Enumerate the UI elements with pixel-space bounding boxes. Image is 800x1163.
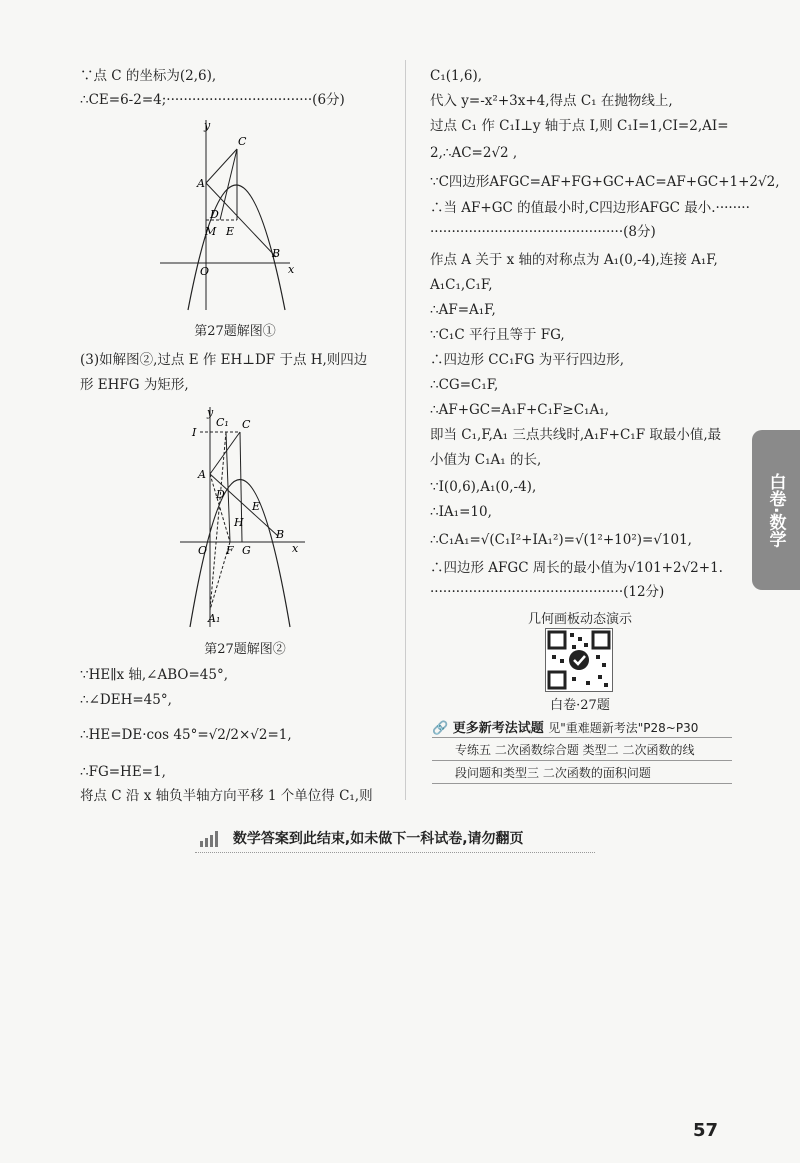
left-line: 形 EHFG 为矩形, — [80, 377, 189, 393]
right-line: ∵I(0,6),A₁(0,-4), — [430, 479, 537, 495]
fig1-label: M — [205, 225, 217, 238]
right-line: ·············································(8分) — [430, 224, 656, 240]
fig1-label: y — [204, 119, 211, 132]
fig2-label: D — [216, 488, 225, 501]
rule — [432, 737, 732, 738]
side-tab: 白卷·数学 — [752, 430, 800, 590]
page-number: 57 — [692, 1120, 718, 1141]
left-line: ∴∠DEH=45°, — [80, 692, 172, 708]
right-line: ∴四边形 AFGC 周长的最小值为√101+2√2+1. — [430, 560, 723, 576]
footer-text: 数学答案到此结束,如未做下一科试卷,请勿翻页 — [232, 831, 524, 847]
fig1-label: O — [200, 265, 210, 278]
fig2-label: x — [292, 542, 299, 555]
right-line: 代入 y=-x²+3x+4,得点 C₁ 在抛物线上, — [430, 93, 673, 109]
right-line: A₁C₁,C₁F, — [430, 277, 493, 293]
more-title — [432, 717, 698, 736]
fig1-label: C — [238, 135, 247, 148]
right-line: ∵C₁C 平行且等于 FG, — [430, 327, 565, 343]
fig2-label: C₁ — [216, 416, 229, 429]
figure-2-caption: 第27题解图② — [204, 642, 286, 657]
left-line: ∵点 C 的坐标为(2,6), — [80, 68, 217, 84]
left-line: (3)如解图②,过点 E 作 EH⊥DF 于点 H,则四边 — [80, 352, 368, 368]
right-line: ∴CG=C₁F, — [430, 377, 499, 393]
figure-1-parabola — [160, 115, 300, 315]
right-line: C₁(1,6), — [430, 68, 483, 84]
fig2-label: G — [242, 544, 251, 557]
left-line: ∵HE∥x 轴,∠ABO=45°, — [80, 667, 228, 683]
fig2-label: I — [192, 426, 197, 439]
qr-title: 几何画板动态演示 — [527, 612, 632, 627]
right-line: ∵C四边形AFGC=AF+FG+GC+AC=AF+GC+1+2√2, — [430, 174, 780, 190]
right-line: ∴IA₁=10, — [430, 504, 492, 520]
right-line: 即当 C₁,F,A₁ 三点共线时,A₁F+C₁F 取最小值,最 — [430, 427, 722, 443]
left-line: ∴FG=HE=1, — [80, 764, 166, 780]
fig1-label: D — [210, 208, 219, 221]
fig1-label: x — [288, 263, 295, 276]
fig2-label: A₁ — [208, 612, 221, 625]
right-line: ·············································(12分) — [430, 584, 665, 600]
more-line: 专练五 二次函数综合题 类型二 二次函数的线 — [455, 743, 695, 757]
fig1-label: B — [272, 247, 281, 260]
right-line: 过点 C₁ 作 C₁I⊥y 轴于点 I,则 C₁I=1,CI=2,AI= — [430, 118, 729, 134]
fig1-label: E — [226, 225, 235, 238]
figure-2-parabola — [180, 402, 320, 634]
more-line: 段问题和类型三 二次函数的面积问题 — [455, 766, 651, 780]
right-line: ∴四边形 CC₁FG 为平行四边形, — [430, 352, 625, 368]
footer-banner — [200, 828, 600, 852]
column-divider — [405, 60, 406, 800]
fig2-label: H — [234, 516, 244, 529]
fig2-label: B — [276, 528, 285, 541]
qr-caption: 白卷·27题 — [550, 698, 610, 713]
right-line: ∴AF+GC=A₁F+C₁F≥C₁A₁, — [430, 402, 609, 418]
qr-code-icon[interactable] — [545, 628, 613, 692]
signal-bars-icon — [200, 831, 222, 847]
right-line: ∴AF=A₁F, — [430, 302, 496, 318]
right-line: 小值为 C₁A₁ 的长, — [430, 452, 542, 468]
rule — [432, 760, 732, 761]
link-icon: 🔗 — [432, 721, 449, 736]
rule — [432, 783, 732, 784]
more-title-text: 更多新考法试题 — [452, 721, 544, 736]
right-line: 作点 A 关于 x 轴的对称点为 A₁(0,-4),连接 A₁F, — [430, 252, 718, 268]
right-line: ∴当 AF+GC 的值最小时,C四边形AFGC 最小.········ — [430, 200, 750, 216]
fig2-label: E — [252, 500, 261, 513]
fig1-label: A — [197, 177, 205, 190]
more-ref: 见"重难题新考法"P28~P30 — [548, 721, 699, 735]
fig2-label: O — [198, 544, 208, 557]
footer-rule — [195, 852, 595, 853]
fig2-label: F — [226, 544, 234, 557]
right-line: ∴C₁A₁=√(C₁I²+IA₁²)=√(1²+10²)=√101, — [430, 532, 692, 548]
fig2-label: A — [198, 468, 206, 481]
left-line: ∴CE=6-2=4;··································(6分) — [80, 92, 345, 108]
fig2-label: y — [207, 406, 214, 419]
fig2-label: C — [242, 418, 251, 431]
left-line: ∴HE=DE·cos 45°=√2/2×√2=1, — [80, 727, 292, 743]
left-line: 将点 C 沿 x 轴负半轴方向平移 1 个单位得 C₁,则 — [80, 788, 373, 804]
figure-1-caption: 第27题解图① — [194, 324, 276, 339]
right-line: 2,∴AC=2√2 , — [430, 145, 518, 161]
